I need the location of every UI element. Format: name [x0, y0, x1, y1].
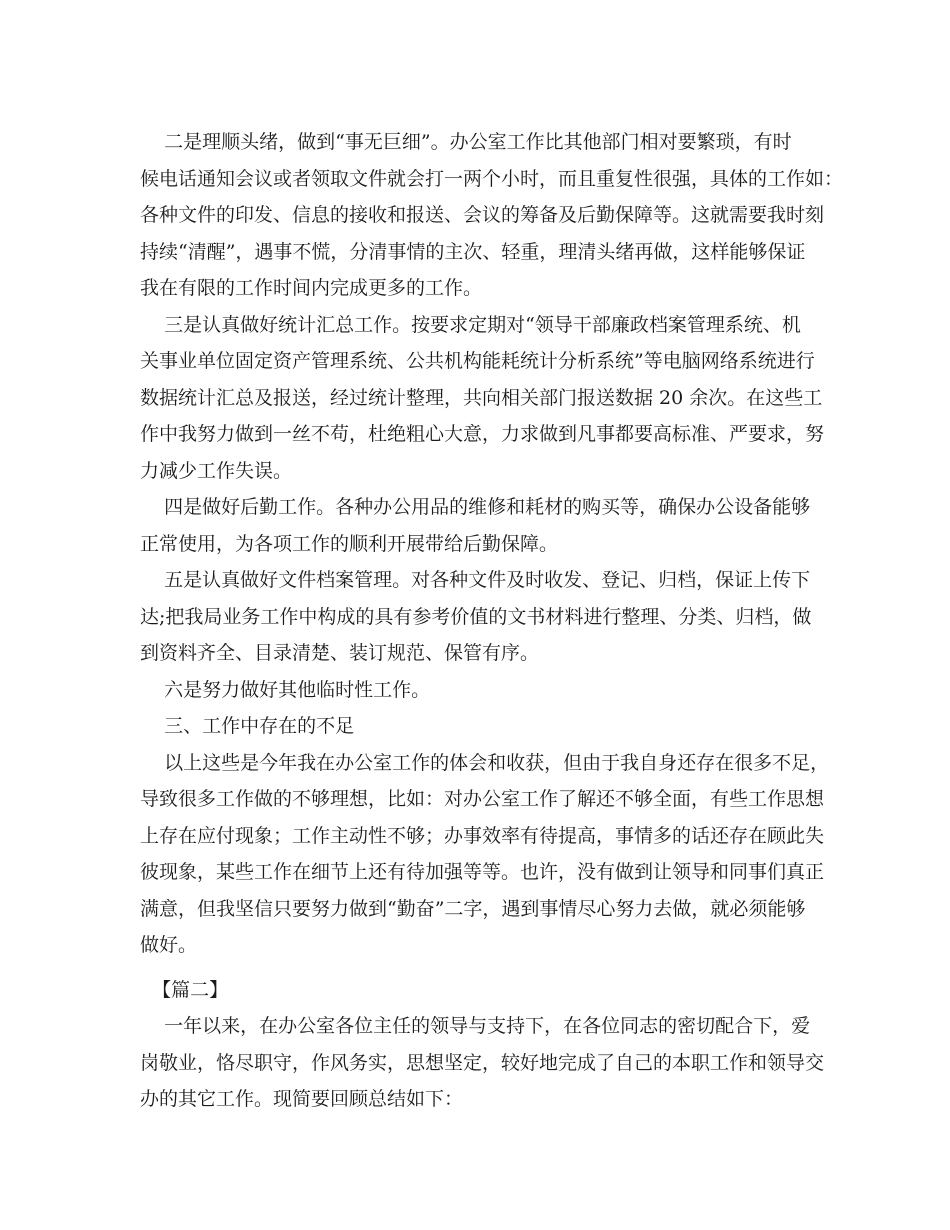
text-line: 各种文件的印发、信息的接收和报送、会议的筹备及后勤保障等。这就需要我时刻 — [140, 204, 825, 226]
text-line: 数据统计汇总及报送，经过统计整理，共向相关部门报送数据 20 余次。在这些工 — [140, 386, 823, 409]
text-line: 力减少工作失误。 — [140, 459, 293, 482]
text-line: 六是努力做好其他临时性工作。 — [140, 678, 431, 701]
text-line: 作中我努力做到一丝不苟，杜绝粗心大意，力求做到凡事都要高标准、严要求，努 — [140, 423, 825, 445]
text-line: 彼现象，某些工作在细节上还有待加强等等。也许，没有做到让领导和同事们真正 — [140, 861, 825, 883]
text-line: 二是理顺头绪，做到“事无巨细”。办公室工作比其他部门相对要繁琐，有时 — [140, 131, 792, 153]
paragraph-spacer — [140, 964, 816, 972]
text-line: 上存在应付现象；工作主动性不够；办事效率有待提高，事情多的话还存在顾此失 — [140, 824, 825, 847]
text-line: 做好。 — [140, 934, 198, 956]
text-line: 满意，但我坚信只要努力做到“勤奋”二字，遇到事情尽心努力去做，就必须能够 — [140, 897, 806, 920]
text-line: 达;把我局业务工作中构成的具有参考价值的文书材料进行整理、分类、归档，做 — [140, 605, 812, 628]
text-line: 到资料齐全、目录清楚、装订规范、保管有序。 — [140, 642, 540, 664]
part-heading: 【篇二】 — [140, 978, 229, 1001]
text-line: 候电话通知会议或者领取文件就会打一两个小时，而且重复性很强，具体的工作如： — [140, 167, 844, 190]
text-line: 我在有限的工作时间内完成更多的工作。 — [140, 277, 483, 299]
document-body — [140, 124, 844, 1118]
text-line: 三是认真做好统计汇总工作。按要求定期对“领导干部廉政档案管理系统、机 — [140, 313, 801, 336]
text-line: 四是做好后勤工作。各种办公用品的维修和耗材的购买等，确保办公设备能够 — [140, 496, 811, 518]
text-line: 关事业单位固定资产管理系统、公共机构能耗统计分析系统”等电脑网络系统进行 — [140, 350, 815, 372]
text-line: 以上这些是今年我在办公室工作的体会和收获，但由于我自身还存在很多不足， — [140, 751, 830, 774]
text-line: 导致很多工作做的不够理想，比如：对办公室工作了解还不够全面，有些工作思想 — [140, 788, 825, 810]
text-line: 持续“清醒”，遇事不慌，分清事情的主次、轻重，理清头绪再做，这样能够保证 — [140, 240, 806, 263]
text-line: 五是认真做好文件档案管理。对各种文件及时收发、登记、归档，保证上传下 — [140, 569, 811, 591]
section-heading: 三、工作中存在的不足 — [140, 715, 355, 737]
text-line: 岗敬业，恪尽职守，作风务实，思想坚定，较好地完成了自己的本职工作和领导交 — [140, 1051, 825, 1074]
text-line: 正常使用，为各项工作的顺利开展带给后勤保障。 — [140, 532, 559, 555]
text-line: 一年以来，在办公室各位主任的领导与支持下，在各位同志的密切配合下，爱 — [140, 1015, 811, 1037]
text-line: 办的其它工作。现简要回顾总结如下： — [140, 1088, 464, 1110]
